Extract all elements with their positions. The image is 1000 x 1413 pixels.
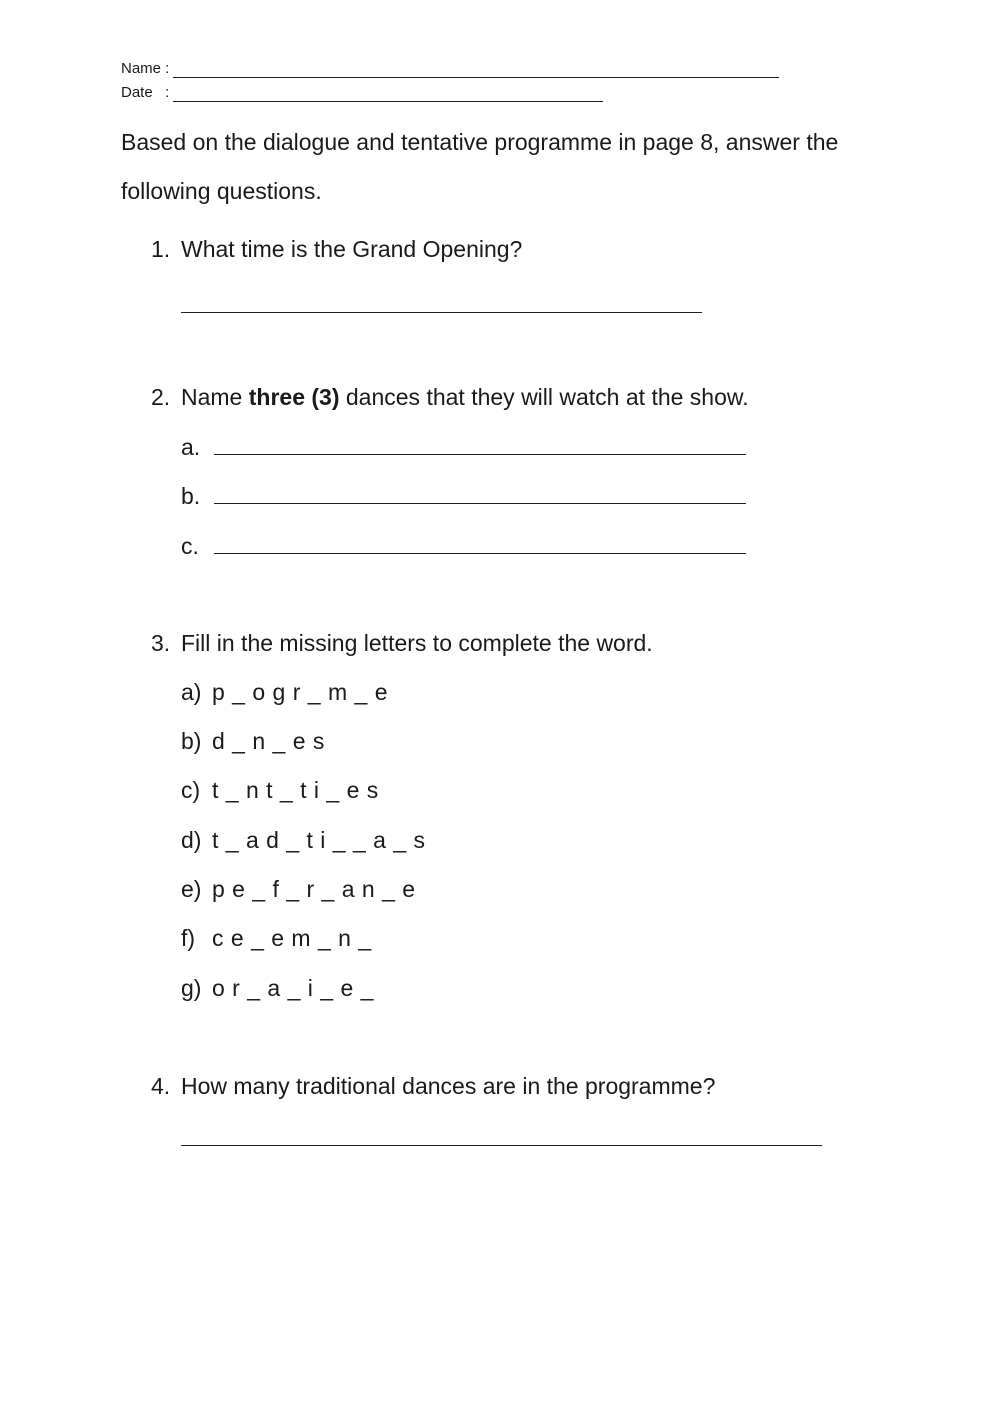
answer-line-1[interactable] bbox=[181, 312, 702, 313]
item-label: b) bbox=[181, 728, 202, 754]
name-row bbox=[121, 60, 779, 78]
name-field-line[interactable] bbox=[173, 63, 779, 78]
date-row bbox=[121, 84, 603, 102]
answer-line-2c[interactable] bbox=[214, 553, 746, 554]
option-c bbox=[181, 531, 212, 561]
answer-line-4[interactable] bbox=[181, 1145, 822, 1146]
question-1 bbox=[151, 234, 522, 264]
question-text-bold: three (3) bbox=[248, 384, 340, 410]
item-label: c) bbox=[181, 777, 201, 803]
option-a bbox=[181, 432, 212, 462]
missing-letter-word: d _ n _ e s bbox=[212, 728, 325, 754]
word-item-b bbox=[181, 726, 325, 756]
missing-letter-word: c e _ e m _ n _ bbox=[212, 925, 372, 951]
option-label: a. bbox=[181, 434, 201, 460]
question-3 bbox=[151, 628, 653, 658]
missing-letter-word: t _ a d _ t i _ _ a _ s bbox=[212, 827, 426, 853]
item-label: e) bbox=[181, 876, 202, 902]
answer-line-2b[interactable] bbox=[214, 503, 746, 504]
question-number: 1. bbox=[151, 236, 171, 262]
word-item-e bbox=[181, 874, 416, 904]
question-text: What time is the Grand Opening? bbox=[181, 236, 523, 262]
question-text-before: Name bbox=[181, 384, 249, 410]
item-label: a) bbox=[181, 679, 202, 705]
word-item-c bbox=[181, 775, 379, 805]
question-number: 3. bbox=[151, 630, 171, 656]
word-item-f bbox=[181, 923, 372, 953]
question-text-after: dances that they will watch at the show. bbox=[339, 384, 749, 410]
missing-letter-word: o r _ a _ i _ e _ bbox=[212, 975, 374, 1001]
question-text: How many traditional dances are in the programme? bbox=[181, 1073, 716, 1099]
answer-line-2a[interactable] bbox=[214, 454, 746, 455]
instructions: Based on the dialogue and tentative programme in page 8, answer the following questions. bbox=[121, 129, 839, 204]
question-number: 2. bbox=[151, 384, 171, 410]
option-label: b. bbox=[181, 483, 201, 509]
date-label: Date : bbox=[121, 84, 170, 101]
option-b bbox=[181, 481, 212, 511]
word-item-d bbox=[181, 825, 426, 855]
missing-letter-word: p _ o g r _ m _ e bbox=[212, 679, 388, 705]
option-label: c. bbox=[181, 533, 199, 559]
question-text: Fill in the missing letters to complete the word. bbox=[181, 630, 653, 656]
question-4 bbox=[151, 1071, 715, 1101]
question-number: 4. bbox=[151, 1073, 171, 1099]
item-label: d) bbox=[181, 827, 202, 853]
item-label: f) bbox=[181, 925, 196, 951]
item-label: g) bbox=[181, 975, 202, 1001]
question-2 bbox=[151, 382, 749, 412]
name-label: Name : bbox=[121, 60, 170, 77]
word-item-g bbox=[181, 973, 374, 1003]
date-field-line[interactable] bbox=[173, 87, 603, 102]
missing-letter-word: t _ n t _ t i _ e s bbox=[212, 777, 379, 803]
word-item-a bbox=[181, 677, 388, 707]
missing-letter-word: p e _ f _ r _ a n _ e bbox=[212, 876, 416, 902]
